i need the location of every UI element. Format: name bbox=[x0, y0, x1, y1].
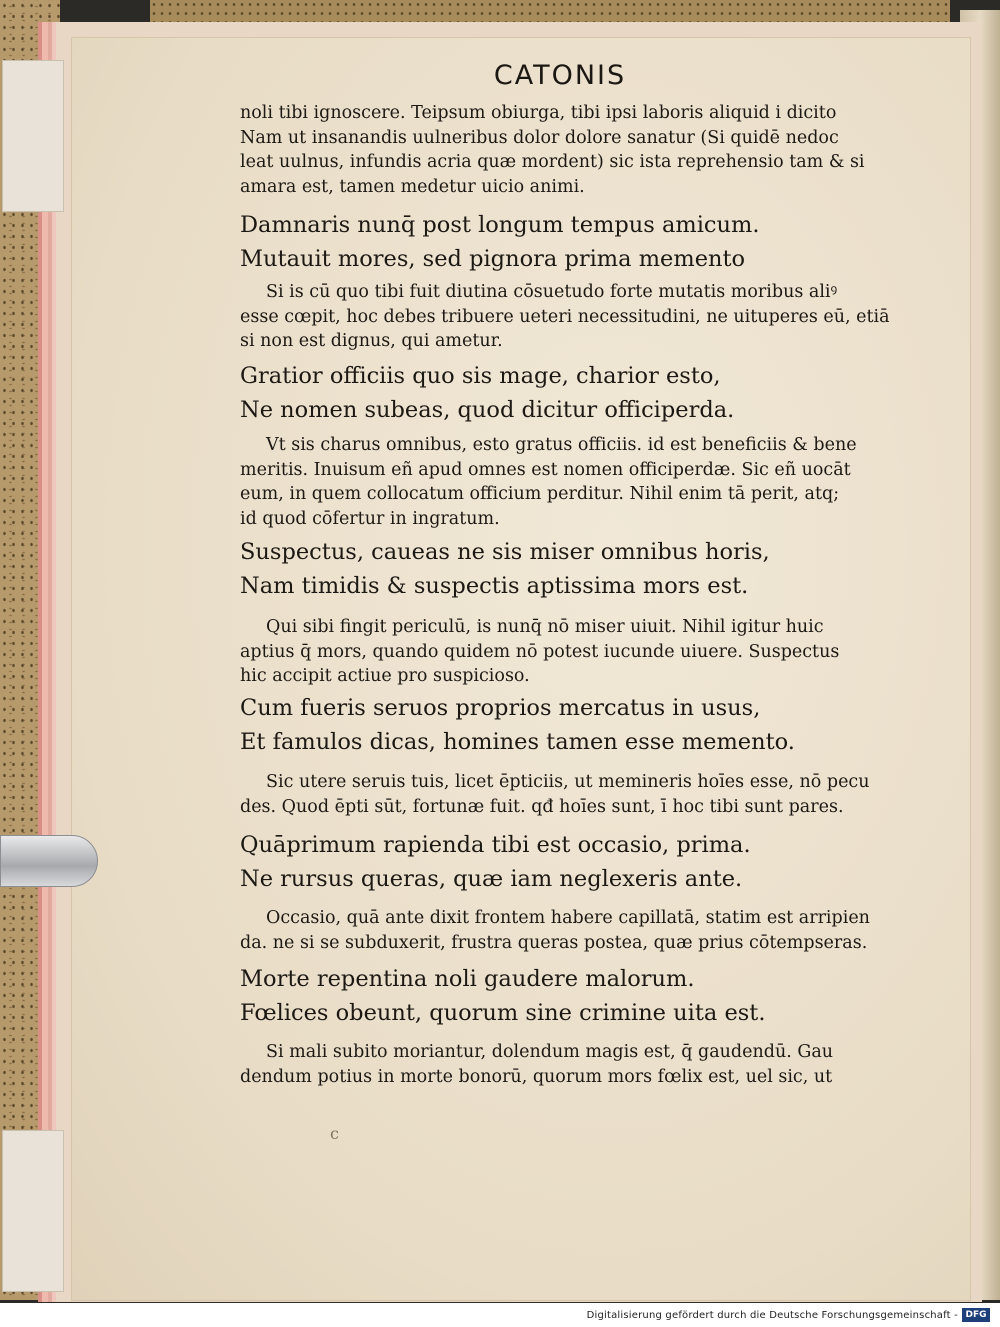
text-line: aptius q̄ mors, quando quidem nō potest iucunde uiuere. Suspectus bbox=[240, 641, 840, 662]
text-line: noli tibi ignoscere. Teipsum obiurga, tibi ipsi laboris aliquid i dicito bbox=[240, 103, 837, 123]
text-line: Qui sibi fingit periculū, is nunq̄ nō miser uiuit. Nihil igitur huic bbox=[266, 617, 824, 637]
verse-line: Quāprimum rapienda tibi est occasio, prima. bbox=[240, 832, 751, 858]
running-head: CATONIS bbox=[493, 60, 627, 91]
verse-line: Ne nomen subeas, quod dicitur officiperda. bbox=[240, 397, 735, 423]
text-line: des. Quod ēpti sūt, fortunæ fuit. qđ hoīes sunt, ī hoc tibi sunt pares. bbox=[240, 796, 844, 817]
verse-line: Morte repentina noli gaudere malorum. bbox=[240, 966, 695, 992]
text-line: Sic utere seruis tuis, licet ēpticiis, ut memineris hoīes esse, nō pecu bbox=[266, 772, 870, 792]
text-line: esse cœpit, hoc debes tribuere ueteri necessitudini, ne uituperes eū, etiā bbox=[240, 306, 890, 327]
verse-line: Ne rursus queras, quæ iam neglexeris ante. bbox=[240, 866, 743, 892]
signature-mark: c bbox=[330, 1124, 339, 1143]
funding-credit: Digitalisierung gefördert durch die Deutsche Forschungsgemeinschaft - bbox=[586, 1310, 958, 1321]
text-line: Vt sis charus omnibus, esto gratus officiis. id est beneficiis & bene bbox=[266, 435, 857, 455]
book-clip bbox=[0, 835, 98, 887]
verse-line: Fœlices obeunt, quorum sine crimine uita est. bbox=[240, 1000, 766, 1026]
text-line: eum, in quem collocatum officium perditur. Nihil enim tā perit, atq; bbox=[240, 484, 840, 504]
dfg-logo-icon: DFG bbox=[962, 1308, 990, 1322]
paragraph-7 bbox=[240, 1040, 900, 1089]
verse-line: Nam timidis & suspectis aptissima mors est. bbox=[240, 573, 749, 599]
text-line: Occasio, quā ante dixit frontem habere capillatā, statim est arripien bbox=[266, 908, 870, 928]
text-line: meritis. Inuisum eñ apud omnes est nomen officiperdæ. Sic eñ uocāt bbox=[240, 459, 851, 480]
paragraph-3 bbox=[240, 433, 900, 531]
verse-1 bbox=[240, 208, 900, 276]
verse-line: Mutauit mores, sed pignora prima memento bbox=[240, 246, 746, 272]
text-line: da. ne si se subduxerit, frustra queras postea, quæ prius cōtempseras. bbox=[240, 932, 868, 953]
text-line: dendum potius in morte bonorū, quorum mors fœlix est, uel sic, ut bbox=[240, 1066, 833, 1087]
paragraph-5 bbox=[240, 770, 900, 819]
verse-4 bbox=[240, 691, 900, 759]
verse-5 bbox=[240, 828, 900, 896]
page-protector-bottom bbox=[2, 1130, 64, 1292]
verse-line: Et famulos dicas, homines tamen esse memento. bbox=[240, 729, 795, 755]
verse-line: Gratior officiis quo sis mage, charior esto, bbox=[240, 363, 721, 389]
paragraph-2 bbox=[240, 280, 900, 354]
verse-line: Suspectus, caueas ne sis miser omnibus horis, bbox=[240, 539, 770, 565]
paragraph-4 bbox=[240, 615, 900, 689]
verse-3 bbox=[240, 535, 900, 603]
text-line: hic accipit actiue pro suspicioso. bbox=[240, 666, 530, 686]
text-line: Si mali subito moriantur, dolendum magis est, q̄ gaudendū. Gau bbox=[266, 1042, 834, 1062]
text-line: Nam ut insanandis uulneribus dolor dolore sanatur (Si quidē nedoc bbox=[240, 127, 839, 148]
verse-2 bbox=[240, 359, 900, 427]
verse-6 bbox=[240, 962, 900, 1030]
text-line: si non est dignus, qui ametur. bbox=[240, 331, 503, 351]
paragraph-6 bbox=[240, 906, 900, 955]
text-line: leat uulnus, infundis acria quæ mordent) sic ista reprehensio tam & si bbox=[240, 152, 865, 172]
text-line: id quod cōfertur in ingratum. bbox=[240, 508, 500, 529]
text-line: amara est, tamen medetur uicio animi. bbox=[240, 176, 585, 197]
paragraph-1 bbox=[240, 101, 900, 199]
verse-line: Damnaris nunq̄ post longum tempus amicum. bbox=[240, 212, 760, 238]
verse-line: Cum fueris seruos proprios mercatus in usus, bbox=[240, 695, 761, 721]
text-line: Si is cū quo tibi fuit diutina cōsuetudo forte mutatis moribus aliꝰ bbox=[266, 282, 838, 302]
